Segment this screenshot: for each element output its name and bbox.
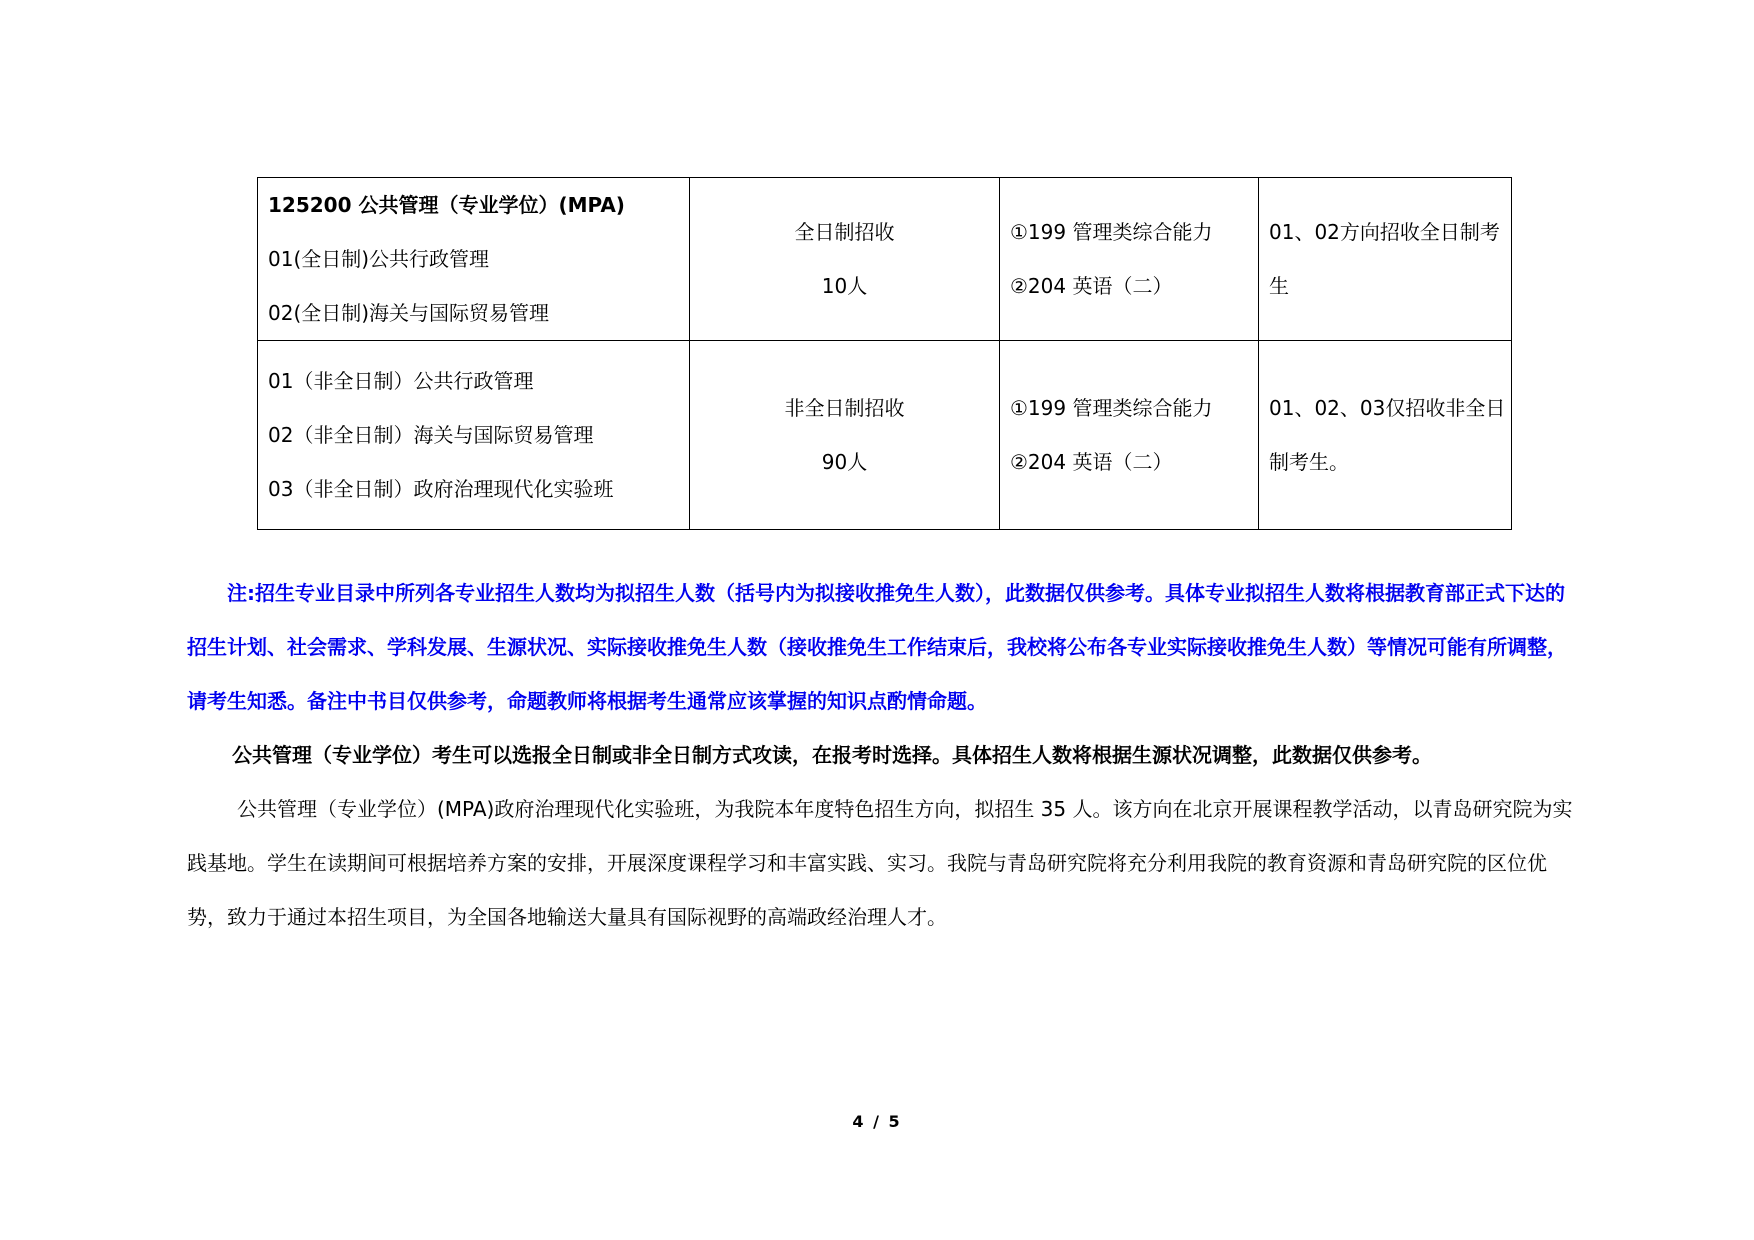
- paragraph-experimental-class: 公共管理（专业学位）(MPA)政府治理现代化实验班，为我院本年度特色招生方向，拟招生 35 人。该方向在北京开展课程教学活动，以青岛研究院为实践基地。学生在读期间可根据培养方案的安排，开展深度课程学习和丰富实践、实习。我院与青岛研究院将充分利用我院的教育资源和青岛研究院的区位优势，致力于通过本招生项目，为全国各地输送大量具有国际视野的高端政经治理人才。: [187, 797, 1573, 929]
- major-title: 125200 公共管理（专业学位）(MPA): [268, 193, 625, 217]
- enrollment-count: 10人: [821, 274, 868, 298]
- major-direction: 03（非全日制）政府治理现代化实验班: [268, 477, 614, 501]
- major-cell: [258, 341, 690, 530]
- page-number: 4 / 5: [852, 1112, 902, 1131]
- table-row: [258, 178, 1512, 341]
- enrollment-table: [257, 177, 1512, 530]
- exam-subject: ①199 管理类综合能力: [1010, 396, 1213, 420]
- note-cell: [1259, 341, 1512, 530]
- major-direction: 02(全日制)海关与国际贸易管理: [268, 301, 550, 325]
- enrollment-count: 90人: [821, 450, 868, 474]
- exam-subject: ②204 英语（二）: [1010, 450, 1173, 474]
- exam-cell: [1000, 341, 1259, 530]
- note-text: 01、02方向招收全日制考: [1269, 220, 1500, 244]
- exam-subject: ①199 管理类综合能力: [1010, 220, 1213, 244]
- exam-cell: [1000, 178, 1259, 341]
- study-mode: 非全日制招收: [784, 396, 905, 420]
- table-row: [258, 341, 1512, 530]
- paragraph-study-mode: 公共管理（专业学位）考生可以选报全日制或非全日制方式攻读，在报考时选择。具体招生人数将根据生源状况调整，此数据仅供参考。: [232, 743, 1432, 767]
- note-text: 01、02、03仅招收非全日: [1269, 396, 1506, 420]
- enrollment-notice: 注:招生专业目录中所列各专业招生人数均为拟招生人数（括号内为拟接收推免生人数），此数据仅供参考。具体专业拟招生人数将根据教育部正式下达的招生计划、社会需求、学科发展、生源状况、实际接收推免生人数（接收推免生工作结束后，我校将公布各专业实际接收推免生人数）等情况可能有所调整，请考生知悉。备注中书目仅供参考，命题教师将根据考生通常应该掌握的知识点酌情命题。: [187, 581, 1567, 713]
- major-cell: [258, 178, 690, 341]
- note-text: 生: [1269, 274, 1289, 298]
- note-cell: [1259, 178, 1512, 341]
- major-direction: 01(全日制)公共行政管理: [268, 247, 490, 271]
- study-mode: 全日制招收: [794, 220, 895, 244]
- note-text: 制考生。: [1269, 450, 1349, 474]
- mode-cell: [690, 341, 1000, 530]
- mode-cell: [690, 178, 1000, 341]
- major-direction: 02（非全日制）海关与国际贸易管理: [268, 423, 594, 447]
- major-direction: 01（非全日制）公共行政管理: [268, 369, 534, 393]
- exam-subject: ②204 英语（二）: [1010, 274, 1173, 298]
